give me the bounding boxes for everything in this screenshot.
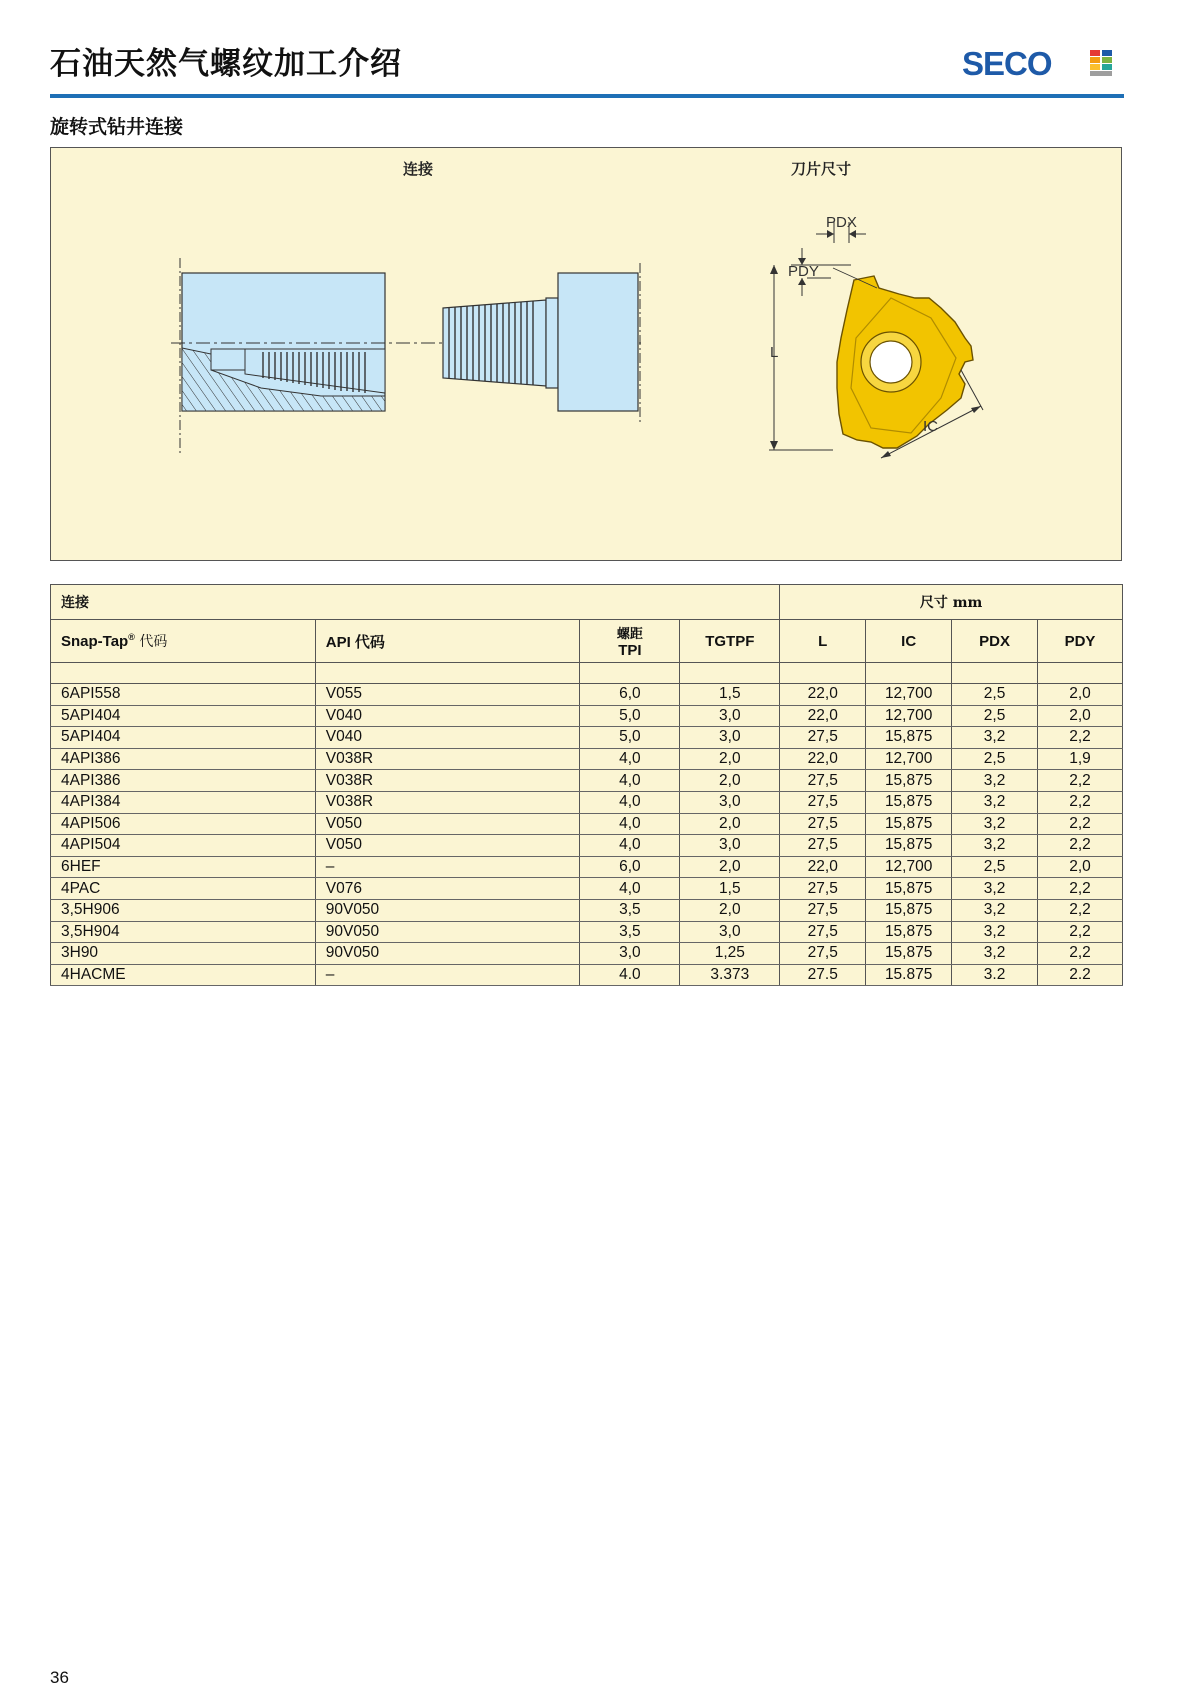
tpi-header-line1: 螺距 [616,627,643,642]
column-header-l: L [780,620,866,663]
cell-tgtpf: 3,0 [680,921,780,943]
cell-tgtpf: 1,25 [680,943,780,965]
cell-pdx: 3,2 [952,878,1038,900]
table-body [51,684,1123,986]
column-header-ic: IC [866,620,952,663]
cell-api-code: – [315,964,580,986]
table-row [51,684,1123,706]
cell-ic: 15,875 [866,727,952,749]
cell-l: 27,5 [780,878,866,900]
cell-l: 27,5 [780,770,866,792]
cell-api-code: – [315,856,580,878]
table-row [51,748,1123,770]
cell-api-code: V038R [315,748,580,770]
cell-ic: 15.875 [866,964,952,986]
cell-snap-tap-code: 4API386 [51,770,316,792]
cell-snap-tap-code: 4API506 [51,813,316,835]
l-label: L [770,344,779,361]
table-row [51,705,1123,727]
cell-l: 27,5 [780,791,866,813]
cell-snap-tap-code: 4API384 [51,791,316,813]
cell-pdy: 2,2 [1038,770,1123,792]
figure-panel [50,147,1122,561]
table-row [51,727,1123,749]
cell-l: 27,5 [780,727,866,749]
cell-tpi: 4,0 [580,878,680,900]
cell-pdy: 2.2 [1038,964,1123,986]
cell-pdy: 2,2 [1038,899,1123,921]
cell-tpi: 4,0 [580,770,680,792]
cell-tgtpf: 2,0 [680,748,780,770]
cell-l: 22,0 [780,705,866,727]
pin-connection-drawing [443,263,640,423]
section-title: 旋转式钻井连接 [50,116,184,138]
cell-ic: 15,875 [866,899,952,921]
table-row [51,770,1123,792]
seco-logo [962,44,1122,84]
cell-api-code: V050 [315,835,580,857]
cell-tpi: 6,0 [580,856,680,878]
cell-l: 22,0 [780,856,866,878]
cell-tpi: 5,0 [580,727,680,749]
column-header-tpi [580,620,680,663]
cell-snap-tap-code: 3,5H904 [51,921,316,943]
cell-pdx: 3,2 [952,791,1038,813]
cell-pdy: 2,2 [1038,727,1123,749]
snap-tap-code-suffix: 代码 [134,634,168,650]
cell-api-code: 90V050 [315,899,580,921]
pdx-label: PDX [826,214,857,231]
cell-tgtpf: 2,0 [680,770,780,792]
table-row [51,878,1123,900]
cell-tpi: 6,0 [580,684,680,706]
cell-api-code: V040 [315,705,580,727]
group-header-dimensions: 尺寸 mm [780,585,1123,620]
cell-snap-tap-code: 5API404 [51,727,316,749]
cell-tpi: 3,0 [580,943,680,965]
cell-pdy: 2,2 [1038,835,1123,857]
cell-api-code: V040 [315,727,580,749]
cell-ic: 15,875 [866,813,952,835]
cell-tgtpf: 3.373 [680,964,780,986]
threading-insert-drawing [769,214,983,458]
cell-pdx: 2,5 [952,684,1038,706]
cell-pdy: 2,2 [1038,943,1123,965]
cell-api-code: V076 [315,878,580,900]
cell-tgtpf: 3,0 [680,791,780,813]
cell-tgtpf: 1,5 [680,878,780,900]
cell-snap-tap-code: 3,5H906 [51,899,316,921]
title-rule [50,94,1124,98]
page-number: 36 [50,1668,69,1687]
cell-pdy: 2,2 [1038,813,1123,835]
figure-label-insert-dimensions: 刀片尺寸 [791,160,852,178]
tpi-header-line2: TPI [618,642,642,659]
cell-api-code: 90V050 [315,943,580,965]
cell-pdx: 2,5 [952,748,1038,770]
cell-ic: 12,700 [866,684,952,706]
cell-tgtpf: 3,0 [680,705,780,727]
cell-pdx: 3,2 [952,727,1038,749]
cell-l: 27,5 [780,921,866,943]
table-group-header-row [51,585,1123,620]
cell-ic: 15,875 [866,770,952,792]
cell-ic: 15,875 [866,791,952,813]
snap-tap-header-text: Snap-Tap [61,633,129,650]
cell-tpi: 3,5 [580,921,680,943]
cell-l: 27,5 [780,835,866,857]
cell-pdx: 3,2 [952,943,1038,965]
table-row [51,921,1123,943]
cell-pdy: 2,2 [1038,921,1123,943]
cell-api-code: V055 [315,684,580,706]
cell-api-code: 90V050 [315,921,580,943]
figure-label-connection: 连接 [403,160,434,178]
table-column-header-row [51,620,1123,663]
cell-ic: 15,875 [866,835,952,857]
table-row [51,943,1123,965]
cell-pdx: 3,2 [952,899,1038,921]
cell-snap-tap-code: 6API558 [51,684,316,706]
cell-tgtpf: 3,0 [680,835,780,857]
cell-snap-tap-code: 4API386 [51,748,316,770]
cell-l: 27,5 [780,943,866,965]
group-header-connection: 连接 [51,585,780,620]
cell-tpi: 4.0 [580,964,680,986]
table-row [51,835,1123,857]
logo-color-blocks-icon [1090,50,1112,76]
cell-l: 27,5 [780,899,866,921]
cell-snap-tap-code: 5API404 [51,705,316,727]
cell-api-code: V038R [315,770,580,792]
column-header-api: API 代码 [315,620,580,663]
cell-pdx: 3,2 [952,770,1038,792]
cell-ic: 15,875 [866,878,952,900]
table-row [51,791,1123,813]
cell-pdx: 3,2 [952,921,1038,943]
cell-tpi: 3,5 [580,899,680,921]
cell-tpi: 4,0 [580,748,680,770]
page-title: 石油天然气螺纹加工介绍 [50,46,402,82]
column-header-tgtpf: TGTPF [680,620,780,663]
cell-ic: 15,875 [866,943,952,965]
cell-ic: 15,875 [866,921,952,943]
registered-mark: ® [128,632,135,642]
cell-tpi: 4,0 [580,813,680,835]
cell-pdy: 2,0 [1038,705,1123,727]
cell-pdx: 3.2 [952,964,1038,986]
cell-snap-tap-code: 3H90 [51,943,316,965]
cell-tpi: 4,0 [580,835,680,857]
cell-ic: 12,700 [866,856,952,878]
cell-l: 22,0 [780,684,866,706]
ic-label: IC [923,418,938,435]
cell-tgtpf: 2,0 [680,899,780,921]
cell-l: 27,5 [780,813,866,835]
thread-insert-table [50,584,1123,986]
cell-l: 22,0 [780,748,866,770]
cell-pdy: 2,2 [1038,878,1123,900]
cell-l: 27.5 [780,964,866,986]
cell-snap-tap-code: 4API504 [51,835,316,857]
cell-pdy: 2,2 [1038,791,1123,813]
box-connection-drawing [180,258,385,456]
cell-snap-tap-code: 4PAC [51,878,316,900]
pdy-label: PDY [788,263,819,280]
connection-and-insert-drawing [51,148,1123,562]
table-row [51,813,1123,835]
table-spacer-row [51,663,1123,684]
cell-tpi: 4,0 [580,791,680,813]
cell-tgtpf: 1,5 [680,684,780,706]
cell-pdy: 2,0 [1038,684,1123,706]
cell-snap-tap-code: 4HACME [51,964,316,986]
cell-pdx: 3,2 [952,813,1038,835]
cell-tgtpf: 2,0 [680,813,780,835]
table-row [51,856,1123,878]
cell-api-code: V050 [315,813,580,835]
table-row [51,899,1123,921]
cell-pdx: 3,2 [952,835,1038,857]
cell-api-code: V038R [315,791,580,813]
table-row [51,964,1123,986]
column-header-pdx: PDX [952,620,1038,663]
cell-pdy: 2,0 [1038,856,1123,878]
cell-snap-tap-code: 6HEF [51,856,316,878]
logo-wordmark: SECO [962,45,1052,82]
cell-tpi: 5,0 [580,705,680,727]
column-header-pdy: PDY [1038,620,1123,663]
cell-ic: 12,700 [866,748,952,770]
cell-pdx: 2,5 [952,856,1038,878]
cell-ic: 12,700 [866,705,952,727]
cell-tgtpf: 3,0 [680,727,780,749]
cell-pdx: 2,5 [952,705,1038,727]
cell-pdy: 1,9 [1038,748,1123,770]
cell-tgtpf: 2,0 [680,856,780,878]
column-header-snap-tap [51,620,316,663]
